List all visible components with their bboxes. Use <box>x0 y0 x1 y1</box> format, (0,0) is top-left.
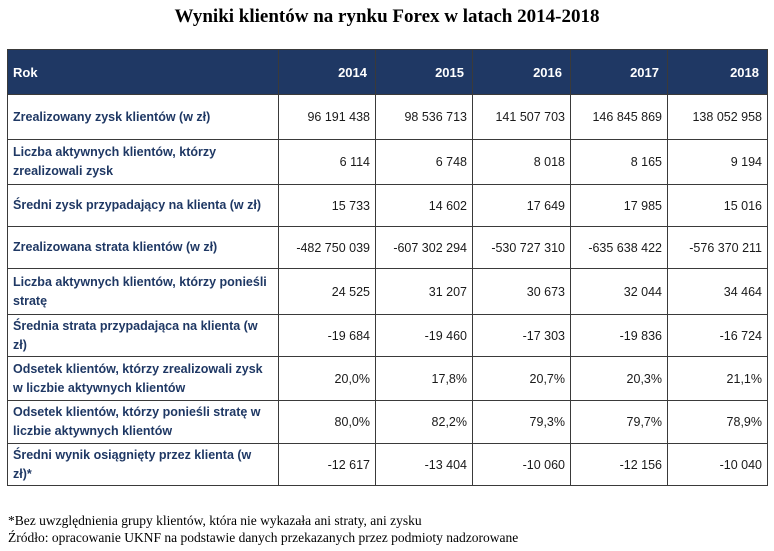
row-label: Liczba aktywnych klientów, którzy ponieśli stratę <box>8 269 279 315</box>
value-cell-2014: -19 684 <box>279 315 376 357</box>
value-cell-2017: 79,7% <box>571 401 668 444</box>
value-cell-2014: 20,0% <box>279 357 376 401</box>
value-cell-2018: -576 370 211 <box>668 227 768 269</box>
value-cell-2014: 24 525 <box>279 269 376 315</box>
value-cell-2016: 30 673 <box>473 269 571 315</box>
value-cell-2014: -12 617 <box>279 444 376 486</box>
forex-results-table <box>7 49 768 486</box>
value-cell-2014: -482 750 039 <box>279 227 376 269</box>
table-row <box>8 269 768 315</box>
value-cell-2016: 141 507 703 <box>473 95 571 140</box>
table-row <box>8 315 768 357</box>
row-label: Średnia strata przypadająca na klienta (w zł) <box>8 315 279 357</box>
value-cell-2017: -12 156 <box>571 444 668 486</box>
value-cell-2017: 8 165 <box>571 140 668 185</box>
year-2015-header: 2015 <box>376 50 473 95</box>
value-cell-2016: -10 060 <box>473 444 571 486</box>
header-row <box>8 50 768 95</box>
value-cell-2015: 6 748 <box>376 140 473 185</box>
value-cell-2017: 20,3% <box>571 357 668 401</box>
value-cell-2017: 146 845 869 <box>571 95 668 140</box>
value-cell-2015: 98 536 713 <box>376 95 473 140</box>
row-label: Odsetek klientów, którzy ponieśli stratę w liczbie aktywnych klientów <box>8 401 279 444</box>
row-label: Liczba aktywnych klientów, którzy zrealizowali zysk <box>8 140 279 185</box>
value-cell-2017: 17 985 <box>571 185 668 227</box>
value-cell-2014: 15 733 <box>279 185 376 227</box>
value-cell-2017: -635 638 422 <box>571 227 668 269</box>
value-cell-2018: 34 464 <box>668 269 768 315</box>
footer-notes <box>8 512 768 546</box>
value-cell-2018: 9 194 <box>668 140 768 185</box>
value-cell-2014: 80,0% <box>279 401 376 444</box>
row-label: Odsetek klientów, którzy zrealizowali zysk w liczbie aktywnych klientów <box>8 357 279 401</box>
row-label: Zrealizowana strata klientów (w zł) <box>8 227 279 269</box>
value-cell-2018: 15 016 <box>668 185 768 227</box>
value-cell-2018: -16 724 <box>668 315 768 357</box>
value-cell-2016: 8 018 <box>473 140 571 185</box>
value-cell-2015: 17,8% <box>376 357 473 401</box>
value-cell-2017: -19 836 <box>571 315 668 357</box>
table-row <box>8 95 768 140</box>
value-cell-2014: 96 191 438 <box>279 95 376 140</box>
value-cell-2018: 138 052 958 <box>668 95 768 140</box>
year-2016-header: 2016 <box>473 50 571 95</box>
table-row <box>8 227 768 269</box>
value-cell-2017: 32 044 <box>571 269 668 315</box>
value-cell-2018: 21,1% <box>668 357 768 401</box>
footnote: *Bez uwzględnienia grupy klientów, która nie wykazała ani straty, ani zysku <box>8 513 422 528</box>
value-cell-2015: -19 460 <box>376 315 473 357</box>
table-row <box>8 140 768 185</box>
table-row <box>8 185 768 227</box>
value-cell-2015: 31 207 <box>376 269 473 315</box>
year-2017-header: 2017 <box>571 50 668 95</box>
value-cell-2014: 6 114 <box>279 140 376 185</box>
year-2014-header: 2014 <box>279 50 376 95</box>
row-label: Średni zysk przypadający na klienta (w zł) <box>8 185 279 227</box>
row-label: Średni wynik osiągnięty przez klienta (w zł)* <box>8 444 279 486</box>
year-2018-header: 2018 <box>668 50 768 95</box>
value-cell-2015: -13 404 <box>376 444 473 486</box>
value-cell-2015: -607 302 294 <box>376 227 473 269</box>
table-row <box>8 357 768 401</box>
source-note: Źródło: opracowanie UKNF na podstawie danych przekazanych przez podmioty nadzorowane <box>8 530 519 545</box>
header-label: Rok <box>8 50 279 95</box>
value-cell-2015: 82,2% <box>376 401 473 444</box>
value-cell-2016: 17 649 <box>473 185 571 227</box>
value-cell-2016: 20,7% <box>473 357 571 401</box>
value-cell-2016: 79,3% <box>473 401 571 444</box>
table-row <box>8 401 768 444</box>
page-title: Wyniki klientów na rynku Forex w latach 2014-2018 <box>174 6 600 27</box>
value-cell-2015: 14 602 <box>376 185 473 227</box>
value-cell-2016: -17 303 <box>473 315 571 357</box>
table-row <box>8 444 768 486</box>
value-cell-2018: -10 040 <box>668 444 768 486</box>
value-cell-2018: 78,9% <box>668 401 768 444</box>
row-label: Zrealizowany zysk klientów (w zł) <box>8 95 279 140</box>
value-cell-2016: -530 727 310 <box>473 227 571 269</box>
